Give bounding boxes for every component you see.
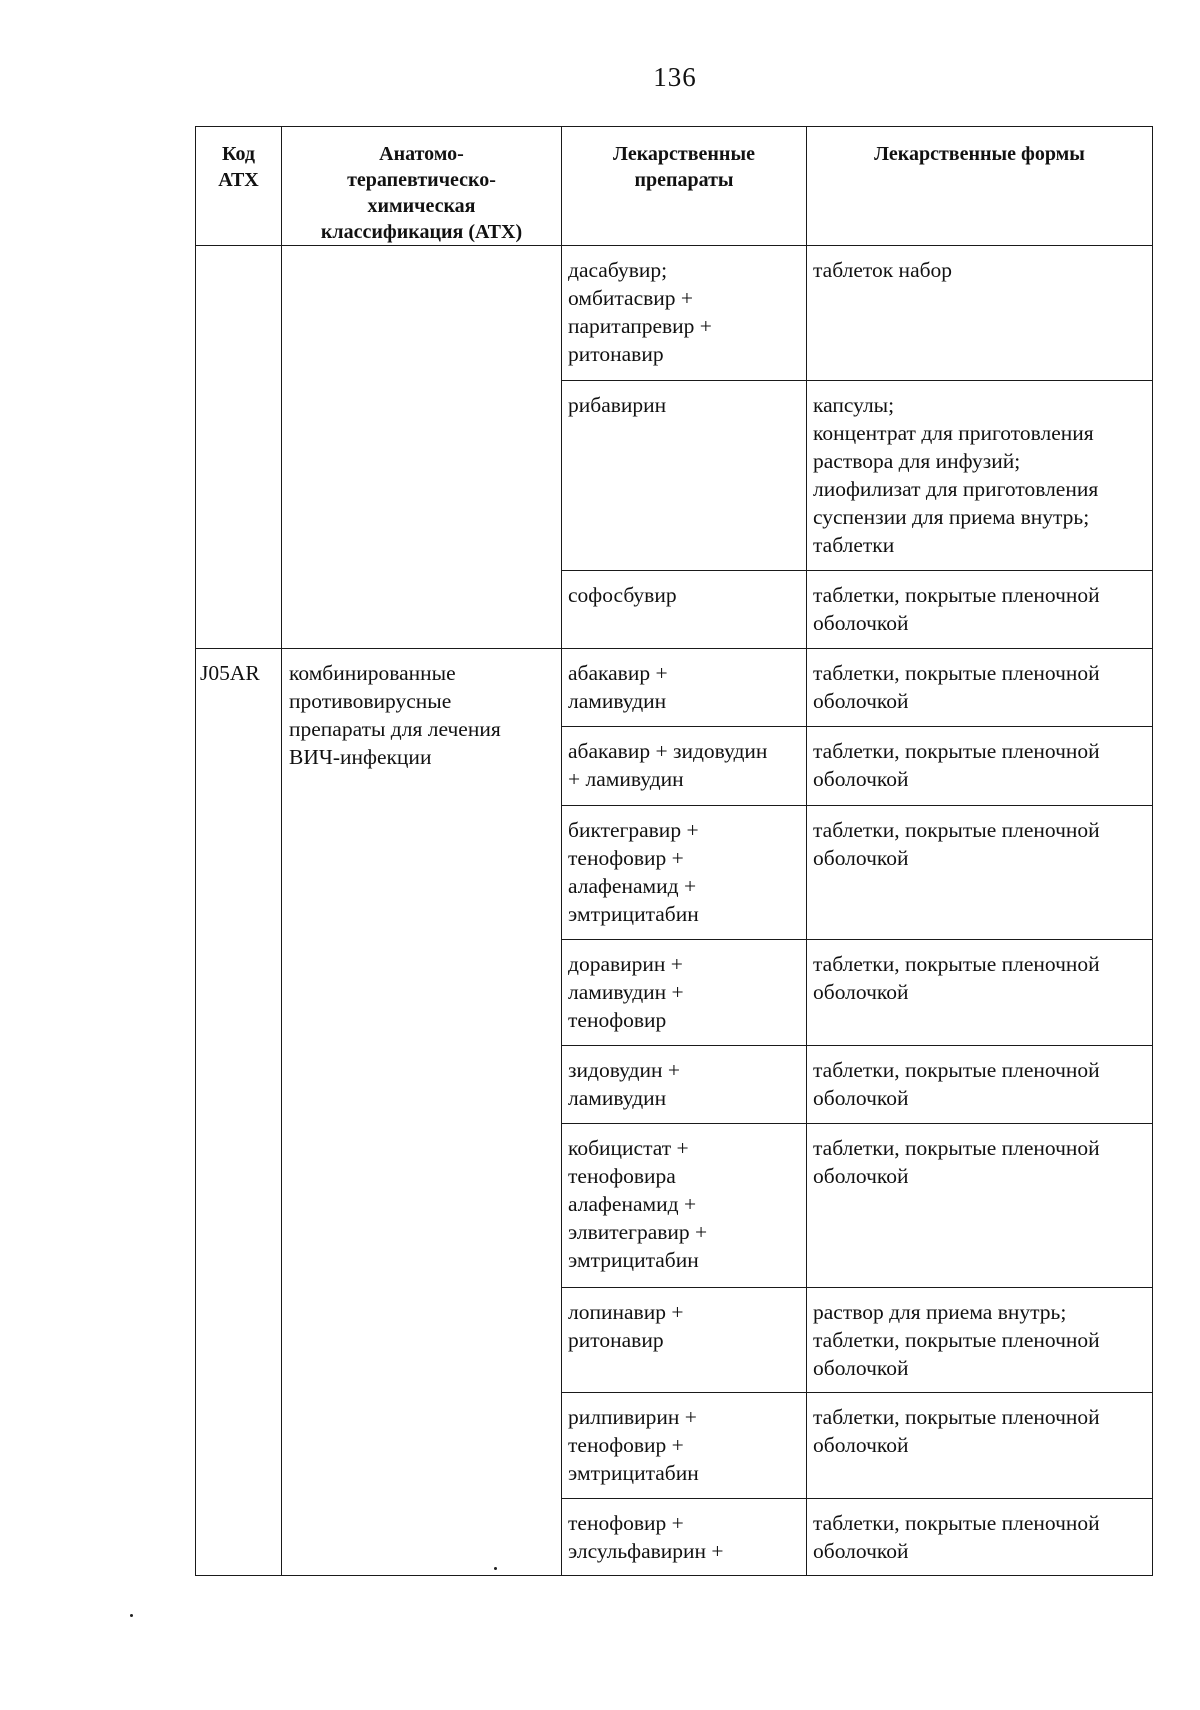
- table-row: [196, 246, 1153, 381]
- drug-cell: тенофовир + элсульфавирин +: [562, 1499, 807, 1576]
- atx-classification-cell: комбинированные противовирусные препараты для лечения ВИЧ-инфекции: [282, 649, 562, 1576]
- form-cell: таблетки, покрытые пленочной оболочкой: [807, 727, 1153, 806]
- form-cell: таблетки, покрытые пленочной оболочкой: [807, 571, 1153, 649]
- drug-cell: дасабувир; омбитасвир + паритапревир + ритонавир: [562, 246, 807, 381]
- form-cell: раствор для приема внутрь; таблетки, покрытые пленочной оболочкой: [807, 1288, 1153, 1393]
- drug-cell: абакавир + ламивудин: [562, 649, 807, 727]
- atx-code-cell: J05AR: [196, 649, 282, 1576]
- header-forms: Лекарственные формы: [807, 127, 1153, 246]
- drug-cell: биктегравир + тенофовир + алафенамид + эмтрицитабин: [562, 806, 807, 940]
- drug-cell: софосбувир: [562, 571, 807, 649]
- drug-cell: рибавирин: [562, 381, 807, 571]
- drug-cell: кобицистат + тенофовира алафенамид + элвитегравир + эмтрицитабин: [562, 1124, 807, 1288]
- form-cell: таблетки, покрытые пленочной оболочкой: [807, 649, 1153, 727]
- drug-cell: доравирин + ламивудин + тенофовир: [562, 940, 807, 1046]
- form-cell: капсулы; концентрат для приготовления раствора для инфузий; лиофилизат для приготовления суспензии для приема внутрь; таблетки: [807, 381, 1153, 571]
- form-cell: таблетки, покрытые пленочной оболочкой: [807, 806, 1153, 940]
- form-cell: таблетки, покрытые пленочной оболочкой: [807, 1499, 1153, 1576]
- drug-cell: лопинавир + ритонавир: [562, 1288, 807, 1393]
- drug-cell: зидовудин + ламивудин: [562, 1046, 807, 1124]
- drug-cell: рилпивирин + тенофовир + эмтрицитабин: [562, 1393, 807, 1499]
- scan-speck: [130, 1614, 133, 1617]
- form-cell: таблетки, покрытые пленочной оболочкой: [807, 940, 1153, 1046]
- table-header-row: [196, 127, 1153, 246]
- form-cell: таблетки, покрытые пленочной оболочкой: [807, 1124, 1153, 1288]
- atx-drug-table: [195, 126, 1153, 1576]
- form-cell: таблетки, покрытые пленочной оболочкой: [807, 1393, 1153, 1499]
- form-cell: таблеток набор: [807, 246, 1153, 381]
- page-number: 136: [653, 62, 697, 92]
- atx-code-cell: [196, 246, 282, 649]
- header-code: Код АТХ: [196, 127, 282, 246]
- scan-speck: [494, 1567, 497, 1570]
- drug-cell: абакавир + зидовудин + ламивудин: [562, 727, 807, 806]
- header-drugs: Лекарственные препараты: [562, 127, 807, 246]
- form-cell: таблетки, покрытые пленочной оболочкой: [807, 1046, 1153, 1124]
- header-classification: Анатомо- терапевтическо- химическая классификация (АТХ): [282, 127, 562, 246]
- atx-classification-cell: [282, 246, 562, 649]
- table-row: [196, 649, 1153, 727]
